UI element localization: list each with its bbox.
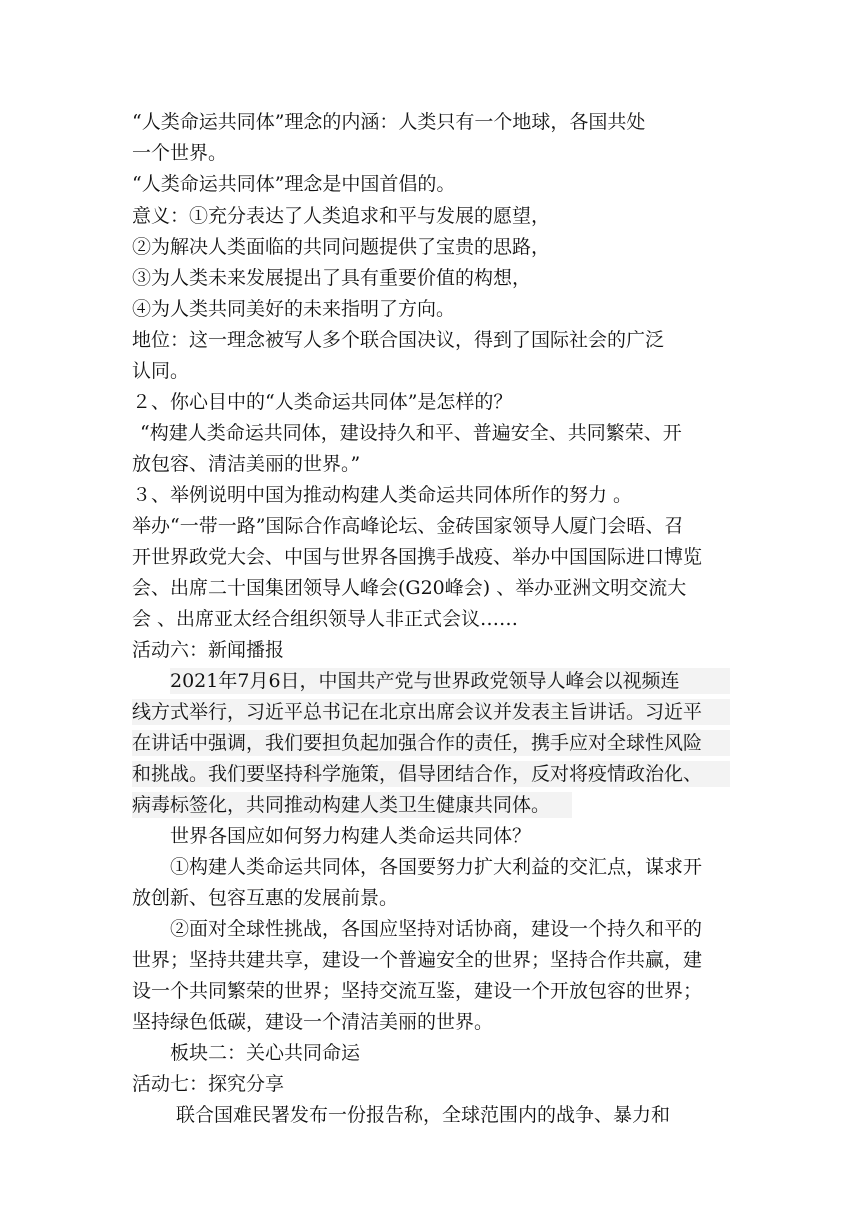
text-line: ②为解决人类面临的共同问题提供了宝贵的思路，: [132, 236, 551, 258]
text-line: 一个世界。: [132, 142, 228, 164]
text-line: “人类命运共同体”理念的内涵：人类只有一个地球，各国共处: [132, 111, 646, 133]
news-paragraph-line: 和挑战。我们要坚持科学施策，倡导团结合作，反对将疫情政治化、: [132, 761, 730, 787]
text-line: 联合国难民署发布一份报告称，全球范围内的战争、暴力和: [176, 1104, 671, 1126]
text-line: 会 、出席亚太经合组织领导人非正式会议……: [132, 608, 519, 630]
text-line: “构建人类命运共同体，建设持久和平、普遍安全、共同繁荣、开: [140, 422, 682, 444]
text-line: 开世界政党大会、中国与世界各国携手战疫、举办中国国际进口博览: [132, 546, 703, 568]
text-line: 设一个共同繁荣的世界；坚持交流互鉴，建设一个开放包容的世界；: [132, 980, 703, 1002]
text-line: 放创新、包容互惠的发展前景。: [132, 887, 399, 909]
activity-heading: 活动七：探究分享: [132, 1073, 285, 1095]
text-line: ④为人类共同美好的未来指明了方向。: [132, 298, 456, 320]
question-heading: ２、你心目中的“人类命运共同体”是怎样的？: [132, 391, 513, 413]
news-paragraph-line: 2021年7月6日，中国共产党与世界政党领导人峰会以视频连: [170, 668, 730, 694]
text-line: 放包容、清洁美丽的世界。”: [132, 453, 361, 475]
text-line: ③为人类未来发展提出了具有重要价值的构想，: [132, 267, 532, 289]
text-line: ①构建人类命运共同体，各国要努力扩大利益的交汇点，谋求开: [170, 856, 703, 878]
news-paragraph-line: 在讲话中强调，我们要担负起加强合作的责任，携手应对全球性风险: [132, 730, 730, 756]
question-heading: ３、举例说明中国为推动构建人类命运共同体所作的努力 。: [132, 484, 633, 506]
text-line: “人类命运共同体”理念是中国首倡的。: [132, 173, 456, 195]
news-paragraph-line: 线方式举行，习近平总书记在北京出席会议并发表主旨讲话。习近平: [132, 699, 730, 725]
activity-heading: 活动六：新闻播报: [132, 639, 285, 661]
text-line: 举办“一带一路”国际合作高峰论坛、金砖国家领导人厦门会晤、召: [132, 515, 684, 537]
text-line: 认同。: [132, 360, 190, 382]
news-paragraph-line: 病毒标签化，共同推动构建人类卫生健康共同体。: [132, 792, 572, 818]
text-line: 世界；坚持共建共享，建设一个普遍安全的世界；坚持合作共赢，建: [132, 949, 703, 971]
question-heading: 世界各国应如何努力构建人类命运共同体？: [170, 825, 532, 847]
text-line: 地位：这一理念被写人多个联合国决议，得到了国际社会的广泛: [132, 329, 665, 351]
text-line: 会、出席二十国集团领导人峰会(G20峰会) 、举办亚洲文明交流大: [132, 577, 687, 599]
text-line: 意义：①充分表达了人类追求和平与发展的愿望，: [132, 205, 551, 227]
section-heading: 板块二：关心共同命运: [170, 1042, 361, 1064]
text-line: ②面对全球性挑战，各国应坚持对话协商，建设一个持久和平的: [170, 918, 703, 940]
text-line: 坚持绿色低碳，建设一个清洁美丽的世界。: [132, 1011, 494, 1033]
